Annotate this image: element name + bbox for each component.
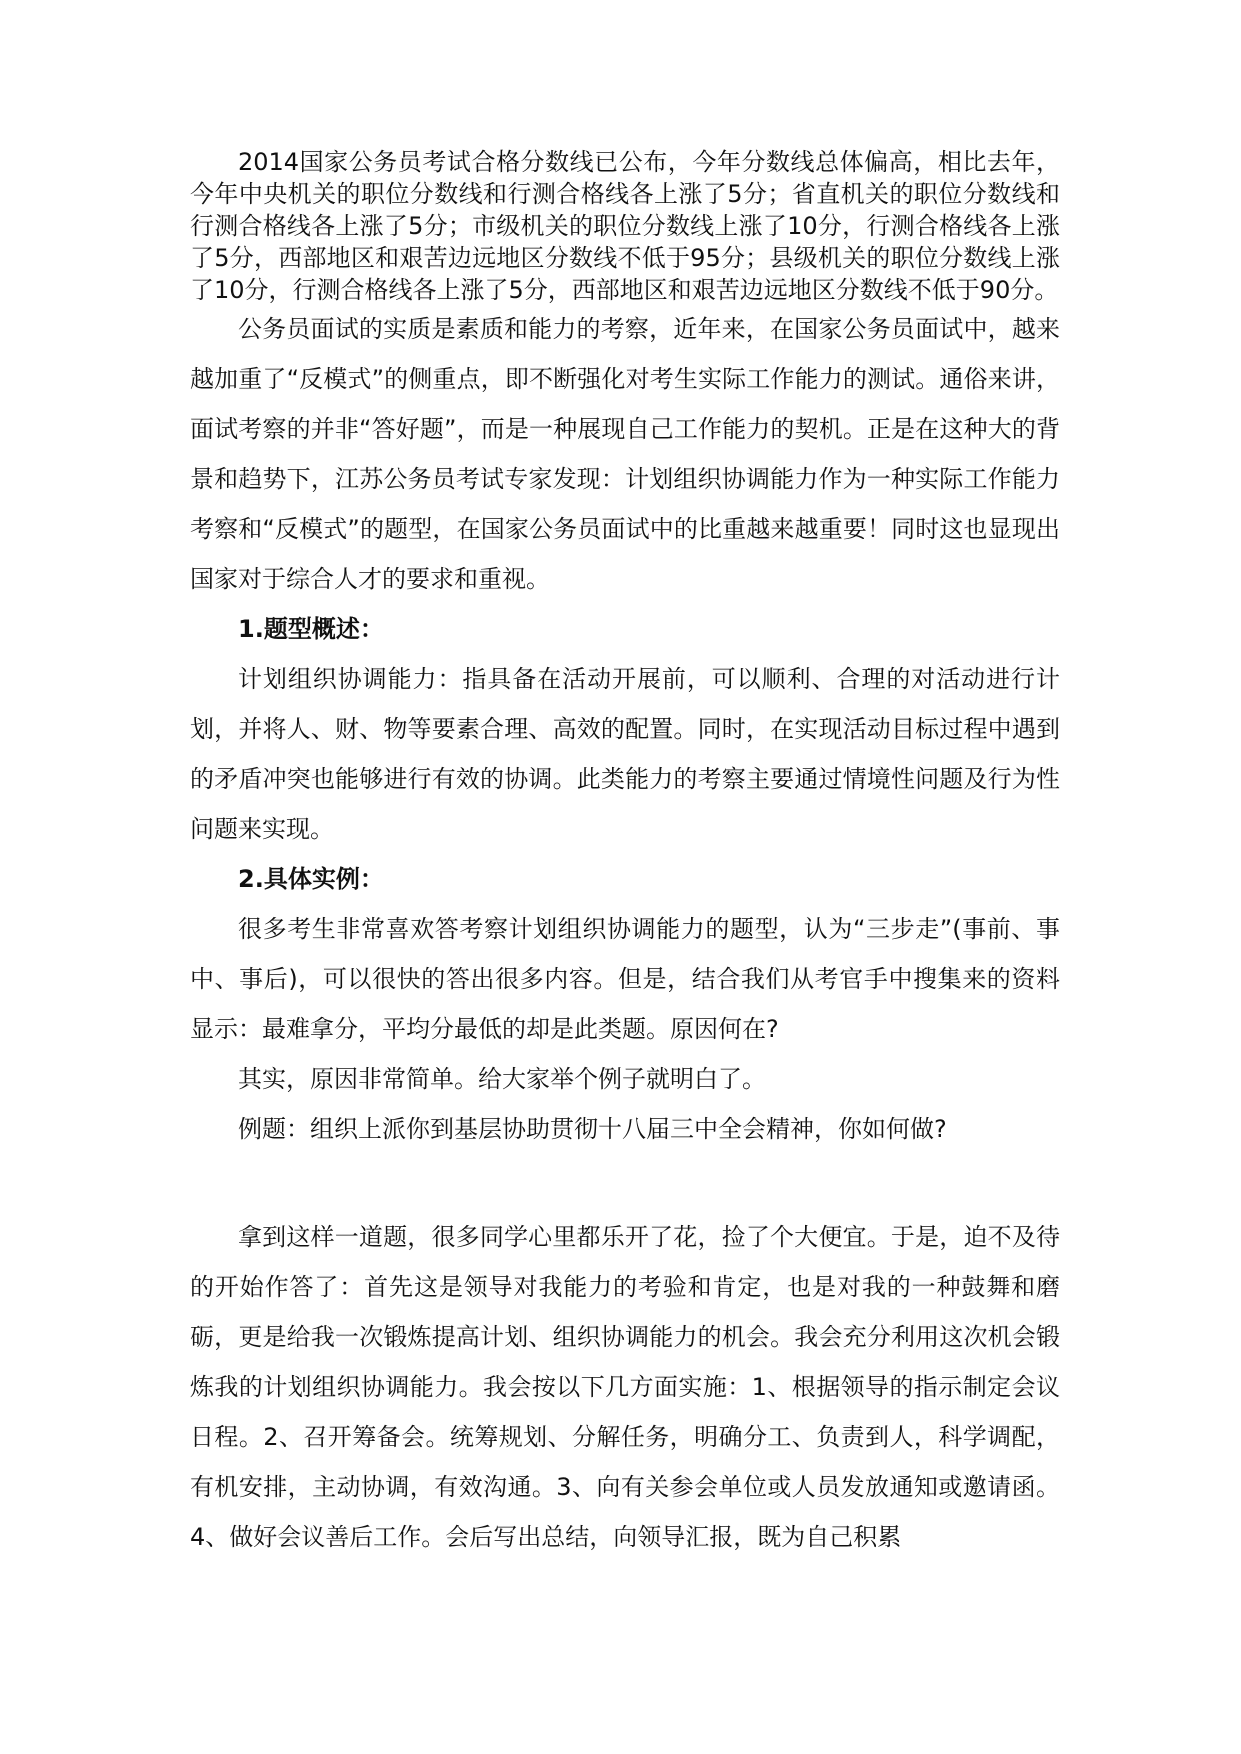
section-heading-overview: 1.题型概述： xyxy=(238,615,384,643)
paragraph-reason: 其实，原因非常简单。给大家举个例子就明白了。 xyxy=(238,1065,766,1093)
paragraph-three-steps: 很多考生非常喜欢答考察计划组织协调能力的题型，认为“三步走”(事前、事中、事后)，可以很快的答出很多内容。但是，结合我们从考官手中搜集来的资料显示：最难拿分，平均分最低的却是此类题。原因何在? xyxy=(190,915,1060,1043)
paragraph-example-question: 例题：组织上派你到基层协助贯彻十八届三中全会精神，你如何做? xyxy=(238,1115,947,1143)
section-heading-examples: 2.具体实例： xyxy=(238,865,384,893)
paragraph-definition: 计划组织协调能力：指具备在活动开展前，可以顺利、合理的对活动进行计划，并将人、财、物等要素合理、高效的配置。同时，在实现活动目标过程中遇到的矛盾冲突也能够进行有效的协调。此类能力的考察主要通过情境性问题及行为性问题来实现。 xyxy=(190,665,1060,843)
paragraph-interview-essence: 公务员面试的实质是素质和能力的考察，近年来，在国家公务员面试中，越来越加重了“反模式”的侧重点，即不断强化对考生实际工作能力的测试。通俗来讲，面试考察的并非“答好题”，而是一种展现自己工作能力的契机。正是在这种大的背景和趋势下，江苏公务员考试专家发现：计划组织协调能力作为一种实际工作能力考察和“反模式”的题型，在国家公务员面试中的比重越来越重要！同时这也显现出国家对于综合人才的要求和重视。 xyxy=(190,315,1060,593)
intro-paragraph: 2014国家公务员考试合格分数线已公布，今年分数线总体偏高，相比去年，今年中央机关的职位分数线和行测合格线各上涨了5分；省直机关的职位分数线和行测合格线各上涨了5分；市级机关的职位分数线上涨了10分，行测合格线各上涨了5分，西部地区和艰苦边远地区分数线不低于95分；县级机关的职位分数线上涨了10分，行测合格线各上涨了5分，西部地区和艰苦边远地区分数线不低于90分。 xyxy=(190,148,1060,304)
paragraph-sample-answer: 拿到这样一道题，很多同学心里都乐开了花，捡了个大便宜。于是，迫不及待的开始作答了：首先这是领导对我能力的考验和肯定，也是对我的一种鼓舞和磨砺，更是给我一次锻炼提高计划、组织协调能力的机会。我会充分利用这次机会锻炼我的计划组织协调能力。我会按以下几方面实施：1、根据领导的指示制定会议日程。2、召开筹备会。统筹规划、分解任务，明确分工、负责到人，科学调配，有机安排，主动协调，有效沟通。3、向有关参会单位或人员发放通知或邀请函。4、做好会议善后工作。会后写出总结，向领导汇报，既为自己积累 xyxy=(190,1223,1060,1551)
